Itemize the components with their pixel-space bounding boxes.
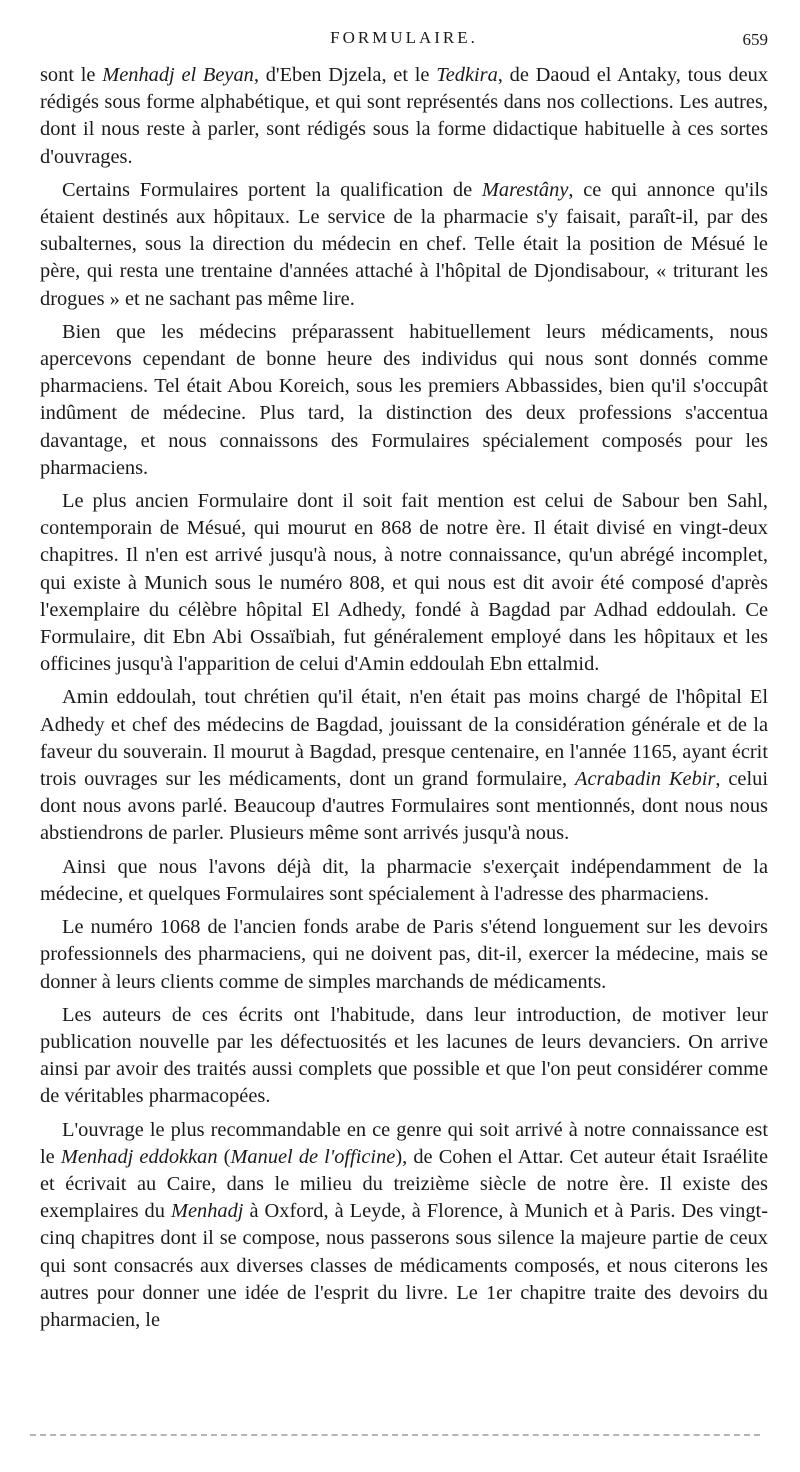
text-run: Amin eddoulah, tout chrétien qu'il était, n'en était pas moins chargé de l'hôpital El Adhedy et chef des médecins de Bagdad, jouissant de la considération générale et de la faveur du souverain. Il mourut à Bagdad, presque centenaire, en l'année 1165, ayant écrit trois ouvrages sur les médicaments, dont un grand formulaire, xyxy=(40,686,768,791)
page-header xyxy=(40,22,768,62)
paragraph-p5 xyxy=(40,684,768,847)
italic-title: Manuel de l'officine xyxy=(230,1145,396,1168)
text-run: sont le xyxy=(40,64,103,86)
paragraph-p1 xyxy=(40,62,768,171)
paragraph-p3 xyxy=(40,319,768,482)
text-run: à Oxford, à Leyde, à Florence, à Munich et à Paris. Des vingt-cinq chapitres dont il se compose, nous passerons sous silence la majeure partie de ceux qui sont consacrés aux diverses classes de médicaments composés, et nous citerons les autres pour donner une idée de l'esprit du livre. Le 1er chapitre traite des devoirs du pharmacien, le xyxy=(40,1200,768,1331)
paragraph-p9 xyxy=(40,1117,768,1335)
paragraph-p2 xyxy=(40,177,768,313)
text-run: Ainsi que nous l'avons déjà dit, la pharmacie s'exerçait indépendamment de la médecine, et quelques Formulaires sont spécialement à l'adresse des pharmaciens. xyxy=(40,855,768,905)
italic-title: Menhadj el Beyan xyxy=(102,64,254,86)
running-title: FORMULAIRE. xyxy=(330,28,478,47)
text-run: , d'Eben Djzela, et le xyxy=(253,64,437,86)
italic-title: Menhadj xyxy=(170,1200,244,1223)
text-run: , de Daoud el Antaky, tous deux rédigés sous forme alphabétique, et qui sont représentés dans nos collections. Les autres, dont il nous reste à parler, sont rédigés sous la forme didactique habituelle à ces sortes d'ouvrages. xyxy=(40,64,769,168)
text-run: Bien que les médecins préparassent habituellement leurs médicaments, nous apercevons cependant de bonne heure des individus qui nous sont donnés comme pharmaciens. Tel était Abou Koreich, sous les premiers Abbassides, bien qu'il s'occupât indûment de médecine. Plus tard, la distinction des deux professions s'accentua davantage, et nous connaissons des Formulaires spécialement composés pour les pharmaciens. xyxy=(40,320,768,479)
italic-title: Marestâny xyxy=(481,178,569,201)
text-run: ( xyxy=(217,1145,231,1168)
italic-title: Acrabadin Kebir xyxy=(575,768,716,791)
text-run: Le numéro 1068 de l'ancien fonds arabe de Paris s'étend longuement sur les devoirs professionnels des pharmaciens, qui ne doivent pas, dit-il, exercer la médecine, mais se donner à leurs clients comme de simples marchands de médicaments. xyxy=(40,916,768,993)
text-run: , ce qui annonce qu'ils étaient destinés aux hôpitaux. Le service de la pharmacie s'y faisait, paraît-il, par des subalternes, sous la direction du médecin en chef. Telle était la position de Mésué le père, qui resta une trentaine d'années attaché à l'hôpital de Djondisabour, « triturant les drogues » et ne sachant pas même lire. xyxy=(40,178,768,310)
text-run: Les auteurs de ces écrits ont l'habitude, dans leur introduction, de motiver leur publication nouvelle par les défectuosités et les lacunes de leurs devanciers. On arrive ainsi par avoir des traités aussi complets que possible et que l'on peut considérer comme de véritables pharmacopées. xyxy=(40,1003,768,1108)
italic-title: Menhadj eddokkan xyxy=(60,1145,218,1168)
text-run: Le plus ancien Formulaire dont il soit fait mention est celui de Sabour ben Sahl, contemporain de Mésué, qui mourut en 868 de notre ère. Il était divisé en vingt-deux chapitres. Il n'en est arrivé jusqu'à nous, à notre connaissance, qu'un abrégé incomplet, qui existe à Munich sous le numéro 808, et qui nous est dit avoir été composé d'après l'exemplaire du célèbre hôpital El Adhedy, fondé à Bagdad par Adhad eddoulah. Ce Formulaire, dit Ebn Abi Ossaïbiah, fut généralement employé dans les hôpitaux et les officines jusqu'à l'apparition de celui d'Amin eddoulah Ebn ettalmid. xyxy=(40,490,768,676)
footer-rule xyxy=(30,1434,760,1436)
paragraph-p7 xyxy=(40,914,768,996)
paragraph-p4 xyxy=(40,488,768,678)
paragraph-p6 xyxy=(40,854,768,908)
text-run: , celui dont nous avons parlé. Beaucoup d'autres Formulaires sont mentionnés, dont nous nous abstiendrons de parler. Plusieurs même sont arrivés jusqu'à nous. xyxy=(40,768,768,845)
text-run: Certains Formulaires portent la qualification de xyxy=(62,178,482,201)
page-number: 659 xyxy=(742,30,768,49)
body-text xyxy=(40,62,768,1334)
text-run: ), de Cohen el Attar. Cet auteur était Israélite et écrivait au Caire, dans le milieu du treizième siècle de notre ère. Il existe des exemplaires du xyxy=(40,1145,768,1223)
italic-title: Tedkira xyxy=(436,64,498,86)
text-run: L'ouvrage le plus recommandable en ce genre qui soit arrivé à notre connaissance est le xyxy=(40,1118,768,1168)
page xyxy=(40,22,768,1340)
paragraph-p8 xyxy=(40,1002,768,1111)
